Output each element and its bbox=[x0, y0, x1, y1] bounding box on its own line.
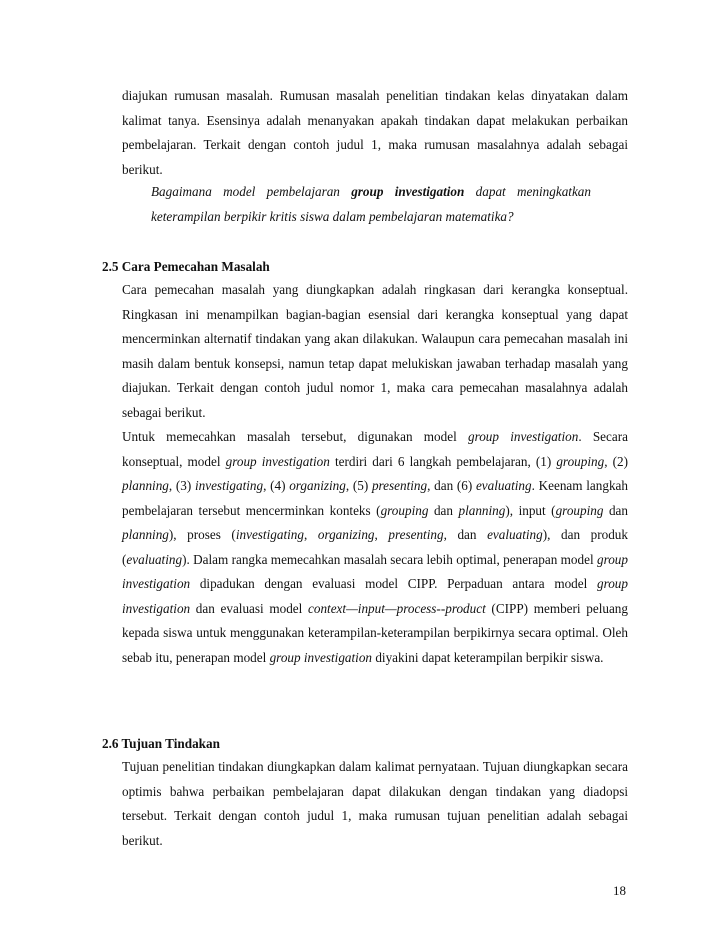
quote-bold-term: group investigation bbox=[351, 184, 465, 199]
section-heading-2-6: 2.6 Tujuan Tindakan bbox=[102, 736, 220, 751]
section-2-5-paragraph-2: Untuk memecahkan masalah tersebut, digunakan model group investigation. Secara konseptual, model group investigation terdiri dari 6 langkah pembelajaran, (1) grouping, (2) planning, (3) investigating, (4) organizing, (5) presenting, dan (6) evaluating. Keenam langkah pembelajaran tersebut mencerminkan konteks (grouping dan planning), input (grouping dan planning), proses (investigating, organizing, presenting, dan evaluating), dan produk (evaluating). Dalam rangka memecahkan masalah secara lebih optimal, penerapan model group investigation dipadukan dengan evaluasi model CIPP. Perpaduan antara model group investigation dan evaluasi model context—input—process--product (CIPP) memberi peluang kepada siswa untuk menggunakan keterampilan-keterampilan berpikirnya secara optimal. Oleh sebab itu, penerapan model group investigation diyakini dapat keterampilan berpikir siswa. bbox=[122, 429, 628, 665]
quote-text-end: dapat meningkatkan keterampilan berpikir kritis siswa dalam pembelajaran matematika? bbox=[151, 184, 591, 224]
section-2-5-paragraph-1: Cara pemecahan masalah yang diungkapkan adalah ringkasan dari kerangka konseptual. Ringkasan ini menampilkan bagian-bagian esensial dari kerangka konseptual yang dapat mencerminkan alternatif tindakan yang akan dilakukan. Walaupun cara pemecahan masalah ini masih dalam bentuk konsepsi, namun tetap dapat melukiskan jawaban terhadap masalah yang diajukan. Terkait dengan contoh judul nomor 1, maka cara pemecahan masalahnya adalah sebagai berikut. bbox=[122, 282, 628, 420]
research-question-quote bbox=[151, 180, 591, 229]
intro-paragraph: diajukan rumusan masalah. Rumusan masalah penelitian tindakan kelas dinyatakan dalam kalimat tanya. Esensinya adalah menanyakan apakah tindakan dapat melakukan perbaikan pembelajaran. Terkait dengan contoh judul 1, maka rumusan masalahnya adalah sebagai berikut. bbox=[122, 88, 628, 177]
quote-text: Bagaimana model pembelajaran bbox=[151, 184, 352, 199]
section-heading-2-5: 2.5 Cara Pemecahan Masalah bbox=[102, 259, 270, 274]
section-2-6-paragraph: Tujuan penelitian tindakan diungkapkan dalam kalimat pernyataan. Tujuan diungkapkan secara optimis bahwa perbaikan pembelajaran dapat dilakukan dengan tindakan yang diadopsi tersebut. Terkait dengan contoh judul 1, maka rumusan tujuan penelitian adalah sebagai berikut. bbox=[122, 759, 628, 848]
page-number: 18 bbox=[613, 883, 626, 898]
